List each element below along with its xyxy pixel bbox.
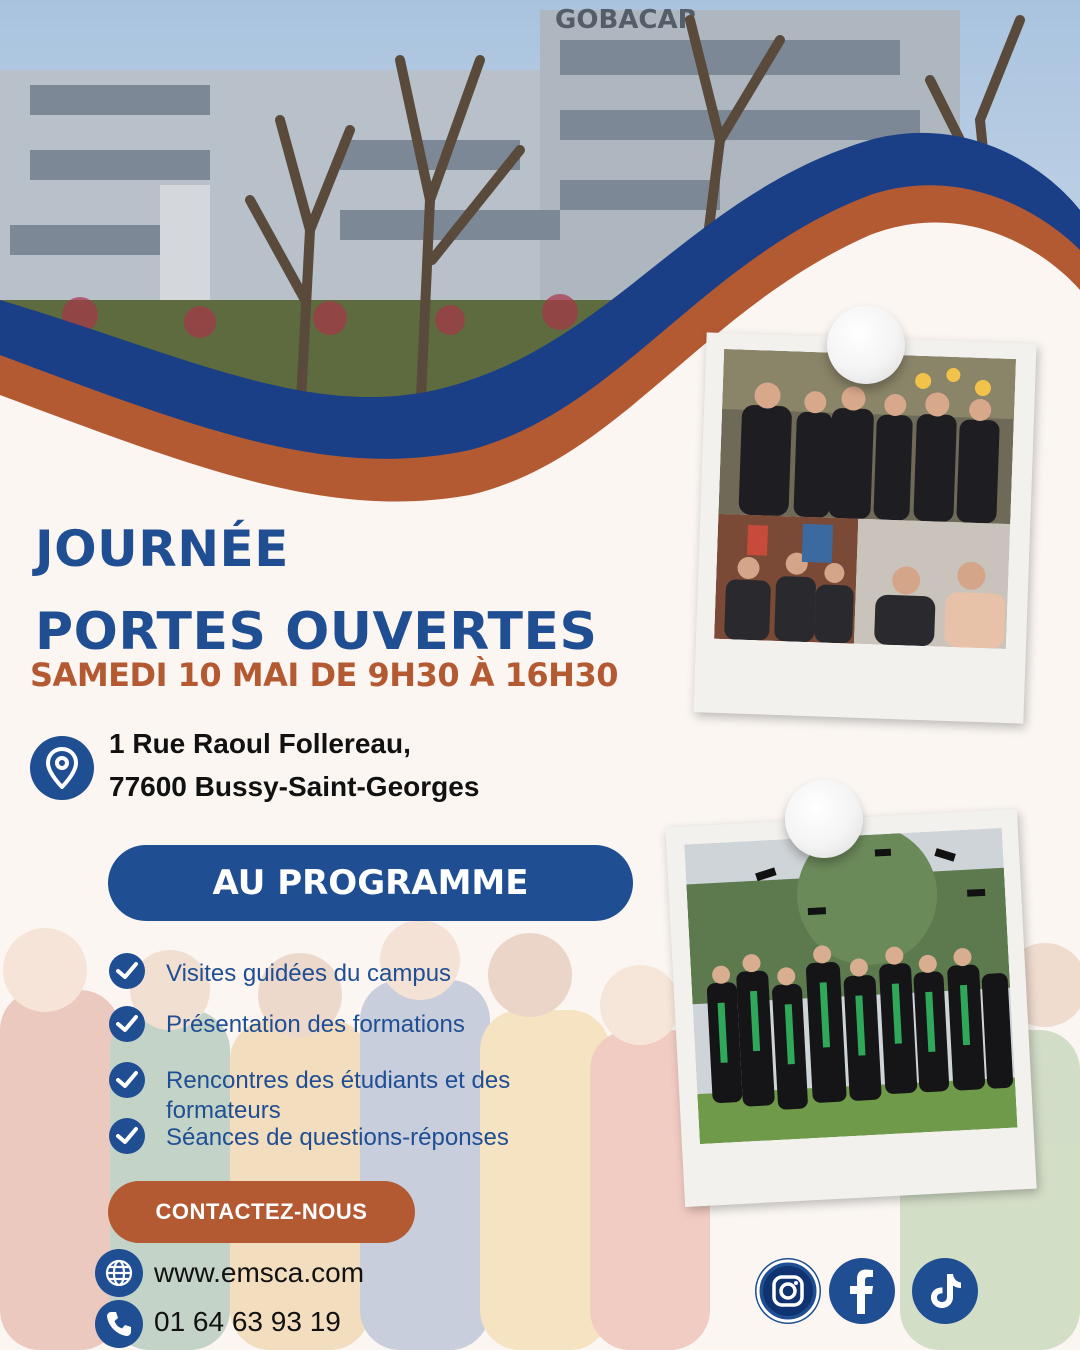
address-line-2: 77600 Bussy-Saint-Georges	[109, 771, 480, 802]
check-icon	[109, 1006, 145, 1042]
graduation-photo	[684, 828, 1017, 1144]
polaroid-graduation	[665, 809, 1036, 1207]
event-date: SAMEDI 10 MAI DE 9H30 À 16H30	[30, 656, 618, 694]
tiktok-icon[interactable]	[912, 1258, 978, 1324]
students-group-photo	[714, 349, 1016, 649]
programme-item: Rencontres des étudiants et des formateurs	[166, 1067, 511, 1124]
phone-icon	[95, 1300, 143, 1348]
check-icon	[109, 953, 145, 989]
building-sign: GOBACAR	[555, 5, 698, 35]
website-link[interactable]: www.emsca.com	[154, 1257, 365, 1288]
globe-icon	[95, 1249, 143, 1297]
address-line-1: 1 Rue Raoul Follereau,	[109, 728, 411, 759]
polaroid-students-group	[693, 332, 1036, 723]
contact-button[interactable]: CONTACTEZ-NOUS	[108, 1181, 415, 1243]
facebook-icon[interactable]	[829, 1258, 895, 1324]
check-icon	[109, 1062, 145, 1098]
pushpin-icon	[785, 780, 863, 858]
title-line-2: PORTES OUVERTES	[35, 602, 598, 662]
programme-heading: AU PROGRAMME	[108, 845, 633, 921]
check-icon	[109, 1118, 145, 1154]
programme-item: Séances de questions-réponses	[166, 1124, 509, 1151]
pushpin-icon	[827, 306, 905, 384]
phone-number[interactable]: 01 64 63 93 19	[154, 1306, 341, 1337]
instagram-icon[interactable]	[755, 1258, 821, 1324]
programme-item: Présentation des formations	[166, 1011, 465, 1038]
location-pin-icon	[30, 736, 94, 800]
programme-item: Visites guidées du campus	[166, 960, 452, 987]
title-line-1: JOURNÉE	[35, 520, 289, 578]
